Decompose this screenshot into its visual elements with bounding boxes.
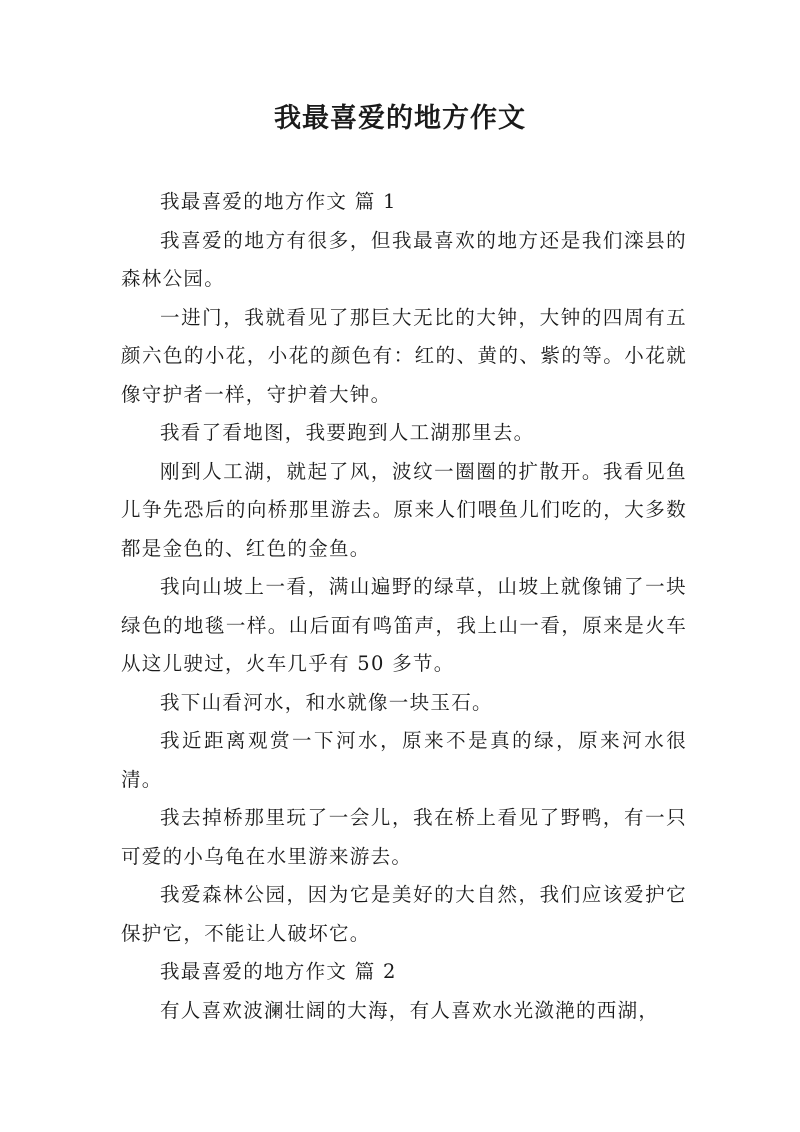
document-body xyxy=(121,183,687,1030)
document-title: 我最喜爱的地方作文 xyxy=(274,103,526,134)
paragraph: 有人喜欢波澜壮阔的大海，有人喜欢水光潋滟的西湖， xyxy=(160,998,660,1022)
section-heading-1: 我最喜爱的地方作文 篇 1 xyxy=(160,190,397,213)
paragraph: 我向山坡上一看，满山遍野的绿草，山坡上就像铺了一块绿色的地毯一样。山后面有鸣笛声，我上山一看，原来是火车从这儿驶过，火车几乎有 50 多节。 xyxy=(121,575,687,675)
paragraph: 刚到人工湖，就起了风，波纹一圈圈的扩散开。我看见鱼儿争先恐后的向桥那里游去。原来人们喂鱼儿们吃的，大多数都是金色的、红色的金鱼。 xyxy=(121,459,687,560)
paragraph: 我下山看河水，和水就像一块玉石。 xyxy=(160,690,493,714)
paragraph: 我喜爱的地方有很多，但我最喜欢的地方还是我们滦县的森林公园。 xyxy=(121,228,687,290)
paragraph: 我近距离观赏一下河水，原来不是真的绿，原来河水很清。 xyxy=(121,729,687,791)
paragraph: 我去掉桥那里玩了一会儿，我在桥上看见了野鸭，有一只可爱的小乌龟在水里游来游去。 xyxy=(121,806,687,868)
paragraph: 我看了看地图，我要跑到人工湖那里去。 xyxy=(160,421,535,444)
paragraph: 我爱森林公园，因为它是美好的大自然，我们应该爱护它保护它，不能让人破坏它。 xyxy=(121,883,687,945)
section-heading-2: 我最喜爱的地方作文 篇 2 xyxy=(160,960,397,983)
paragraph: 一进门，我就看见了那巨大无比的大钟，大钟的四周有五颜六色的小花，小花的颜色有：红的、黄的、紫的等。小花就像守护者一样，守护着大钟。 xyxy=(121,305,687,406)
